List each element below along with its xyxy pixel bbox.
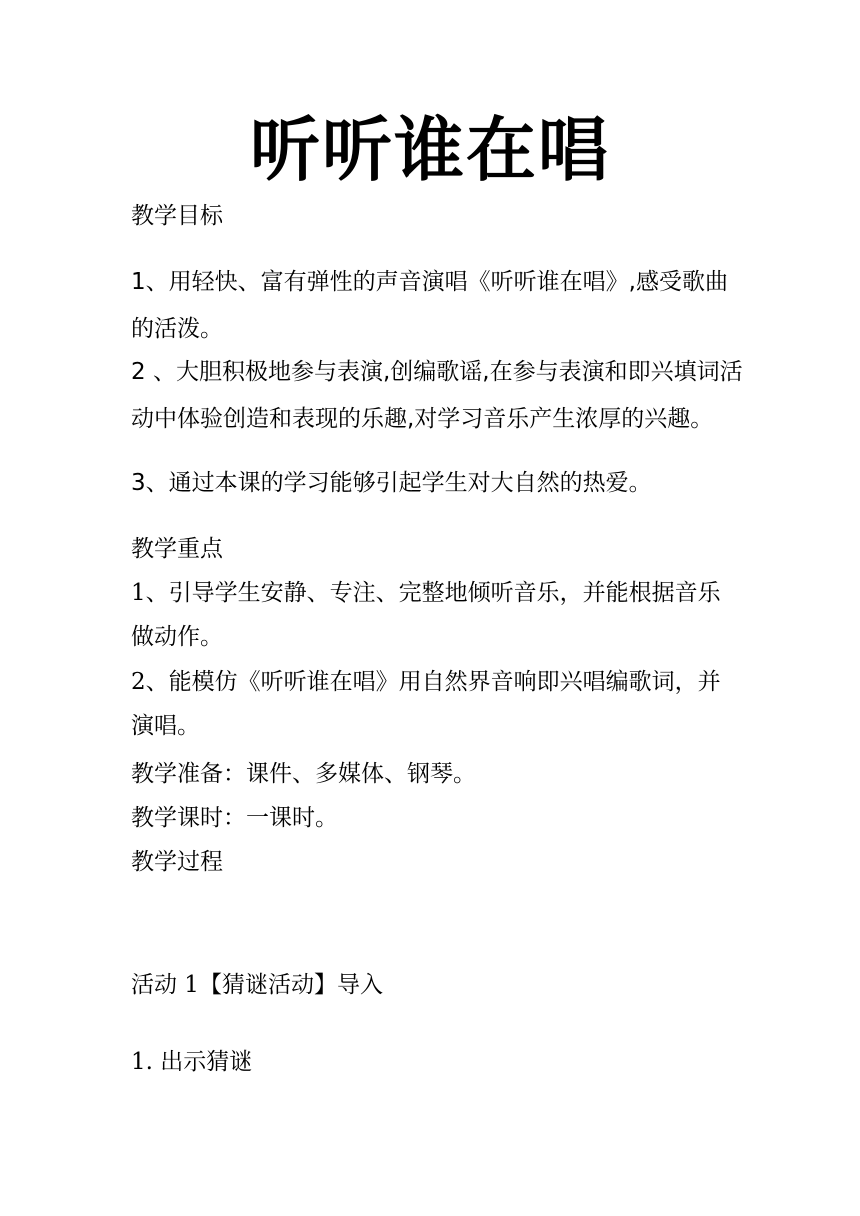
key-point-2-line-2: 演唱。 — [131, 713, 200, 739]
objective-1-line-2: 的活泼。 — [131, 316, 223, 342]
objectives-heading: 教学目标 — [131, 203, 223, 229]
objective-1-line-1: 1、用轻快、富有弹性的声音演唱《听听谁在唱》,感受歌曲 — [131, 269, 728, 295]
document-title: 听听谁在唱 — [250, 109, 610, 191]
activity-1: 活动 1【猜谜活动】导入 — [131, 972, 383, 998]
objective-2-line-1: 2 、大胆积极地参与表演,创编歌谣,在参与表演和即兴填词活 — [131, 359, 743, 385]
objective-3: 3、通过本课的学习能够引起学生对大自然的热爱。 — [131, 470, 652, 496]
objective-2-line-2: 动中体验创造和表现的乐趣,对学习音乐产生浓厚的兴趣。 — [131, 406, 714, 432]
key-point-2-line-1: 2、能模仿《听听谁在唱》用自然界音响即兴唱编歌词，并 — [131, 669, 721, 695]
key-points-heading: 教学重点 — [131, 536, 223, 562]
key-point-1-line-2: 做动作。 — [131, 624, 223, 650]
key-point-1-line-1: 1、引导学生安静、专注、完整地倾听音乐，并能根据音乐 — [131, 580, 721, 606]
step-1: 1. 出示猜谜 — [131, 1049, 253, 1075]
class-hours: 教学课时：一课时。 — [131, 805, 338, 831]
process-heading: 教学过程 — [131, 849, 223, 875]
teaching-preparation: 教学准备：课件、多媒体、钢琴。 — [131, 761, 476, 787]
